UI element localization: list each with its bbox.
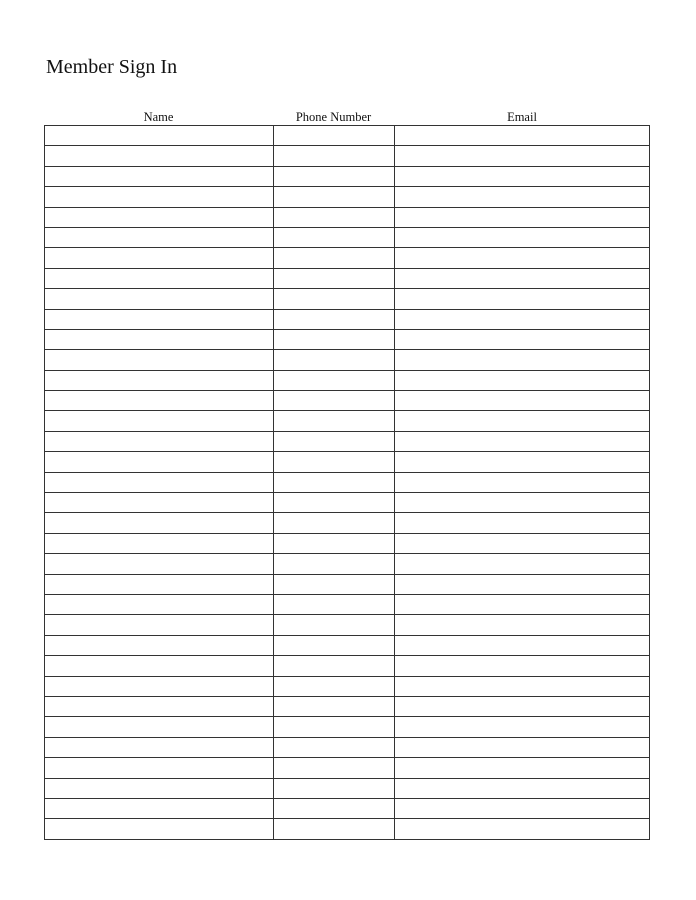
name-cell[interactable] [45, 595, 274, 614]
email-cell[interactable] [395, 248, 649, 267]
phone-number-cell[interactable] [274, 636, 395, 655]
phone-number-cell[interactable] [274, 411, 395, 430]
email-cell[interactable] [395, 779, 649, 798]
phone-number-cell[interactable] [274, 167, 395, 186]
table-row [45, 779, 649, 799]
phone-number-cell[interactable] [274, 738, 395, 757]
email-cell[interactable] [395, 146, 649, 165]
phone-number-cell[interactable] [274, 758, 395, 777]
email-cell[interactable] [395, 411, 649, 430]
phone-number-cell[interactable] [274, 269, 395, 288]
name-cell[interactable] [45, 126, 274, 145]
name-cell[interactable] [45, 452, 274, 471]
table-row [45, 493, 649, 513]
email-cell[interactable] [395, 330, 649, 349]
table-row [45, 799, 649, 819]
phone-number-cell[interactable] [274, 371, 395, 390]
table-row [45, 554, 649, 574]
name-cell[interactable] [45, 636, 274, 655]
table-header [44, 109, 650, 125]
sign-in-table [44, 125, 650, 840]
phone-number-cell[interactable] [274, 452, 395, 471]
table-row [45, 452, 649, 472]
name-cell[interactable] [45, 228, 274, 247]
phone-number-cell[interactable] [274, 779, 395, 798]
table-row [45, 717, 649, 737]
table-row [45, 677, 649, 697]
phone-number-cell[interactable] [274, 289, 395, 308]
email-cell[interactable] [395, 310, 649, 329]
email-cell[interactable] [395, 534, 649, 553]
name-cell[interactable] [45, 779, 274, 798]
name-cell[interactable] [45, 146, 274, 165]
email-cell[interactable] [395, 758, 649, 777]
email-cell[interactable] [395, 228, 649, 247]
table-row [45, 615, 649, 635]
name-cell[interactable] [45, 513, 274, 532]
table-row [45, 411, 649, 431]
email-cell[interactable] [395, 513, 649, 532]
email-cell[interactable] [395, 473, 649, 492]
phone-number-cell[interactable] [274, 656, 395, 675]
name-cell[interactable] [45, 371, 274, 390]
email-cell[interactable] [395, 595, 649, 614]
email-cell[interactable] [395, 208, 649, 227]
table-row [45, 350, 649, 370]
name-cell[interactable] [45, 208, 274, 227]
table-row [45, 146, 649, 166]
name-cell[interactable] [45, 432, 274, 451]
email-cell[interactable] [395, 717, 649, 736]
name-cell[interactable] [45, 248, 274, 267]
column-header-phone-number: Phone Number [295, 110, 372, 124]
email-cell[interactable] [395, 493, 649, 512]
email-cell[interactable] [395, 187, 649, 206]
table-row [45, 595, 649, 615]
table-row [45, 187, 649, 207]
phone-number-cell[interactable] [274, 534, 395, 553]
email-cell[interactable] [395, 819, 649, 839]
table-row [45, 656, 649, 676]
table-row [45, 819, 649, 839]
name-cell[interactable] [45, 717, 274, 736]
page-title: Member Sign In [46, 56, 178, 78]
name-cell[interactable] [45, 819, 274, 839]
phone-number-cell[interactable] [274, 677, 395, 696]
phone-number-cell[interactable] [274, 432, 395, 451]
email-cell[interactable] [395, 289, 649, 308]
name-cell[interactable] [45, 799, 274, 818]
phone-number-cell[interactable] [274, 819, 395, 839]
email-cell[interactable] [395, 677, 649, 696]
phone-number-cell[interactable] [274, 350, 395, 369]
table-row [45, 310, 649, 330]
table-row [45, 575, 649, 595]
table-row [45, 697, 649, 717]
phone-number-cell[interactable] [274, 228, 395, 247]
table-row [45, 391, 649, 411]
name-cell[interactable] [45, 738, 274, 757]
email-cell[interactable] [395, 432, 649, 451]
email-cell[interactable] [395, 391, 649, 410]
email-cell[interactable] [395, 697, 649, 716]
table-row [45, 167, 649, 187]
phone-number-cell[interactable] [274, 310, 395, 329]
name-cell[interactable] [45, 575, 274, 594]
table-row [45, 758, 649, 778]
phone-number-cell[interactable] [274, 615, 395, 634]
name-cell[interactable] [45, 615, 274, 634]
email-cell[interactable] [395, 656, 649, 675]
phone-number-cell[interactable] [274, 330, 395, 349]
table-row [45, 432, 649, 452]
column-header-name: Name [143, 110, 174, 124]
email-cell[interactable] [395, 575, 649, 594]
phone-number-cell[interactable] [274, 513, 395, 532]
name-cell[interactable] [45, 350, 274, 369]
phone-number-cell[interactable] [274, 697, 395, 716]
phone-number-cell[interactable] [274, 717, 395, 736]
table-row [45, 248, 649, 268]
phone-number-cell[interactable] [274, 391, 395, 410]
email-cell[interactable] [395, 350, 649, 369]
table-row [45, 330, 649, 350]
name-cell[interactable] [45, 310, 274, 329]
table-row [45, 289, 649, 309]
phone-number-cell[interactable] [274, 473, 395, 492]
table-row [45, 513, 649, 533]
phone-number-cell[interactable] [274, 208, 395, 227]
email-cell[interactable] [395, 799, 649, 818]
table-row [45, 126, 649, 146]
table-row [45, 208, 649, 228]
phone-number-cell[interactable] [274, 554, 395, 573]
phone-number-cell[interactable] [274, 187, 395, 206]
table-row [45, 371, 649, 391]
table-row [45, 534, 649, 554]
name-cell[interactable] [45, 167, 274, 186]
email-cell[interactable] [395, 452, 649, 471]
email-cell[interactable] [395, 636, 649, 655]
phone-number-cell[interactable] [274, 493, 395, 512]
name-cell[interactable] [45, 187, 274, 206]
name-cell[interactable] [45, 493, 274, 512]
email-cell[interactable] [395, 554, 649, 573]
email-cell[interactable] [395, 615, 649, 634]
email-cell[interactable] [395, 126, 649, 145]
phone-number-cell[interactable] [274, 595, 395, 614]
column-header-email: Email [507, 110, 537, 124]
email-cell[interactable] [395, 371, 649, 390]
phone-number-cell[interactable] [274, 799, 395, 818]
name-cell[interactable] [45, 330, 274, 349]
phone-number-cell[interactable] [274, 126, 395, 145]
phone-number-cell[interactable] [274, 146, 395, 165]
name-cell[interactable] [45, 697, 274, 716]
table-row [45, 228, 649, 248]
name-cell[interactable] [45, 758, 274, 777]
name-cell[interactable] [45, 289, 274, 308]
email-cell[interactable] [395, 269, 649, 288]
name-cell[interactable] [45, 391, 274, 410]
name-cell[interactable] [45, 534, 274, 553]
phone-number-cell[interactable] [274, 248, 395, 267]
name-cell[interactable] [45, 473, 274, 492]
table-row [45, 738, 649, 758]
name-cell[interactable] [45, 269, 274, 288]
email-cell[interactable] [395, 738, 649, 757]
email-cell[interactable] [395, 167, 649, 186]
table-row [45, 473, 649, 493]
name-cell[interactable] [45, 656, 274, 675]
phone-number-cell[interactable] [274, 575, 395, 594]
name-cell[interactable] [45, 411, 274, 430]
name-cell[interactable] [45, 554, 274, 573]
table-row [45, 636, 649, 656]
name-cell[interactable] [45, 677, 274, 696]
table-row [45, 269, 649, 289]
